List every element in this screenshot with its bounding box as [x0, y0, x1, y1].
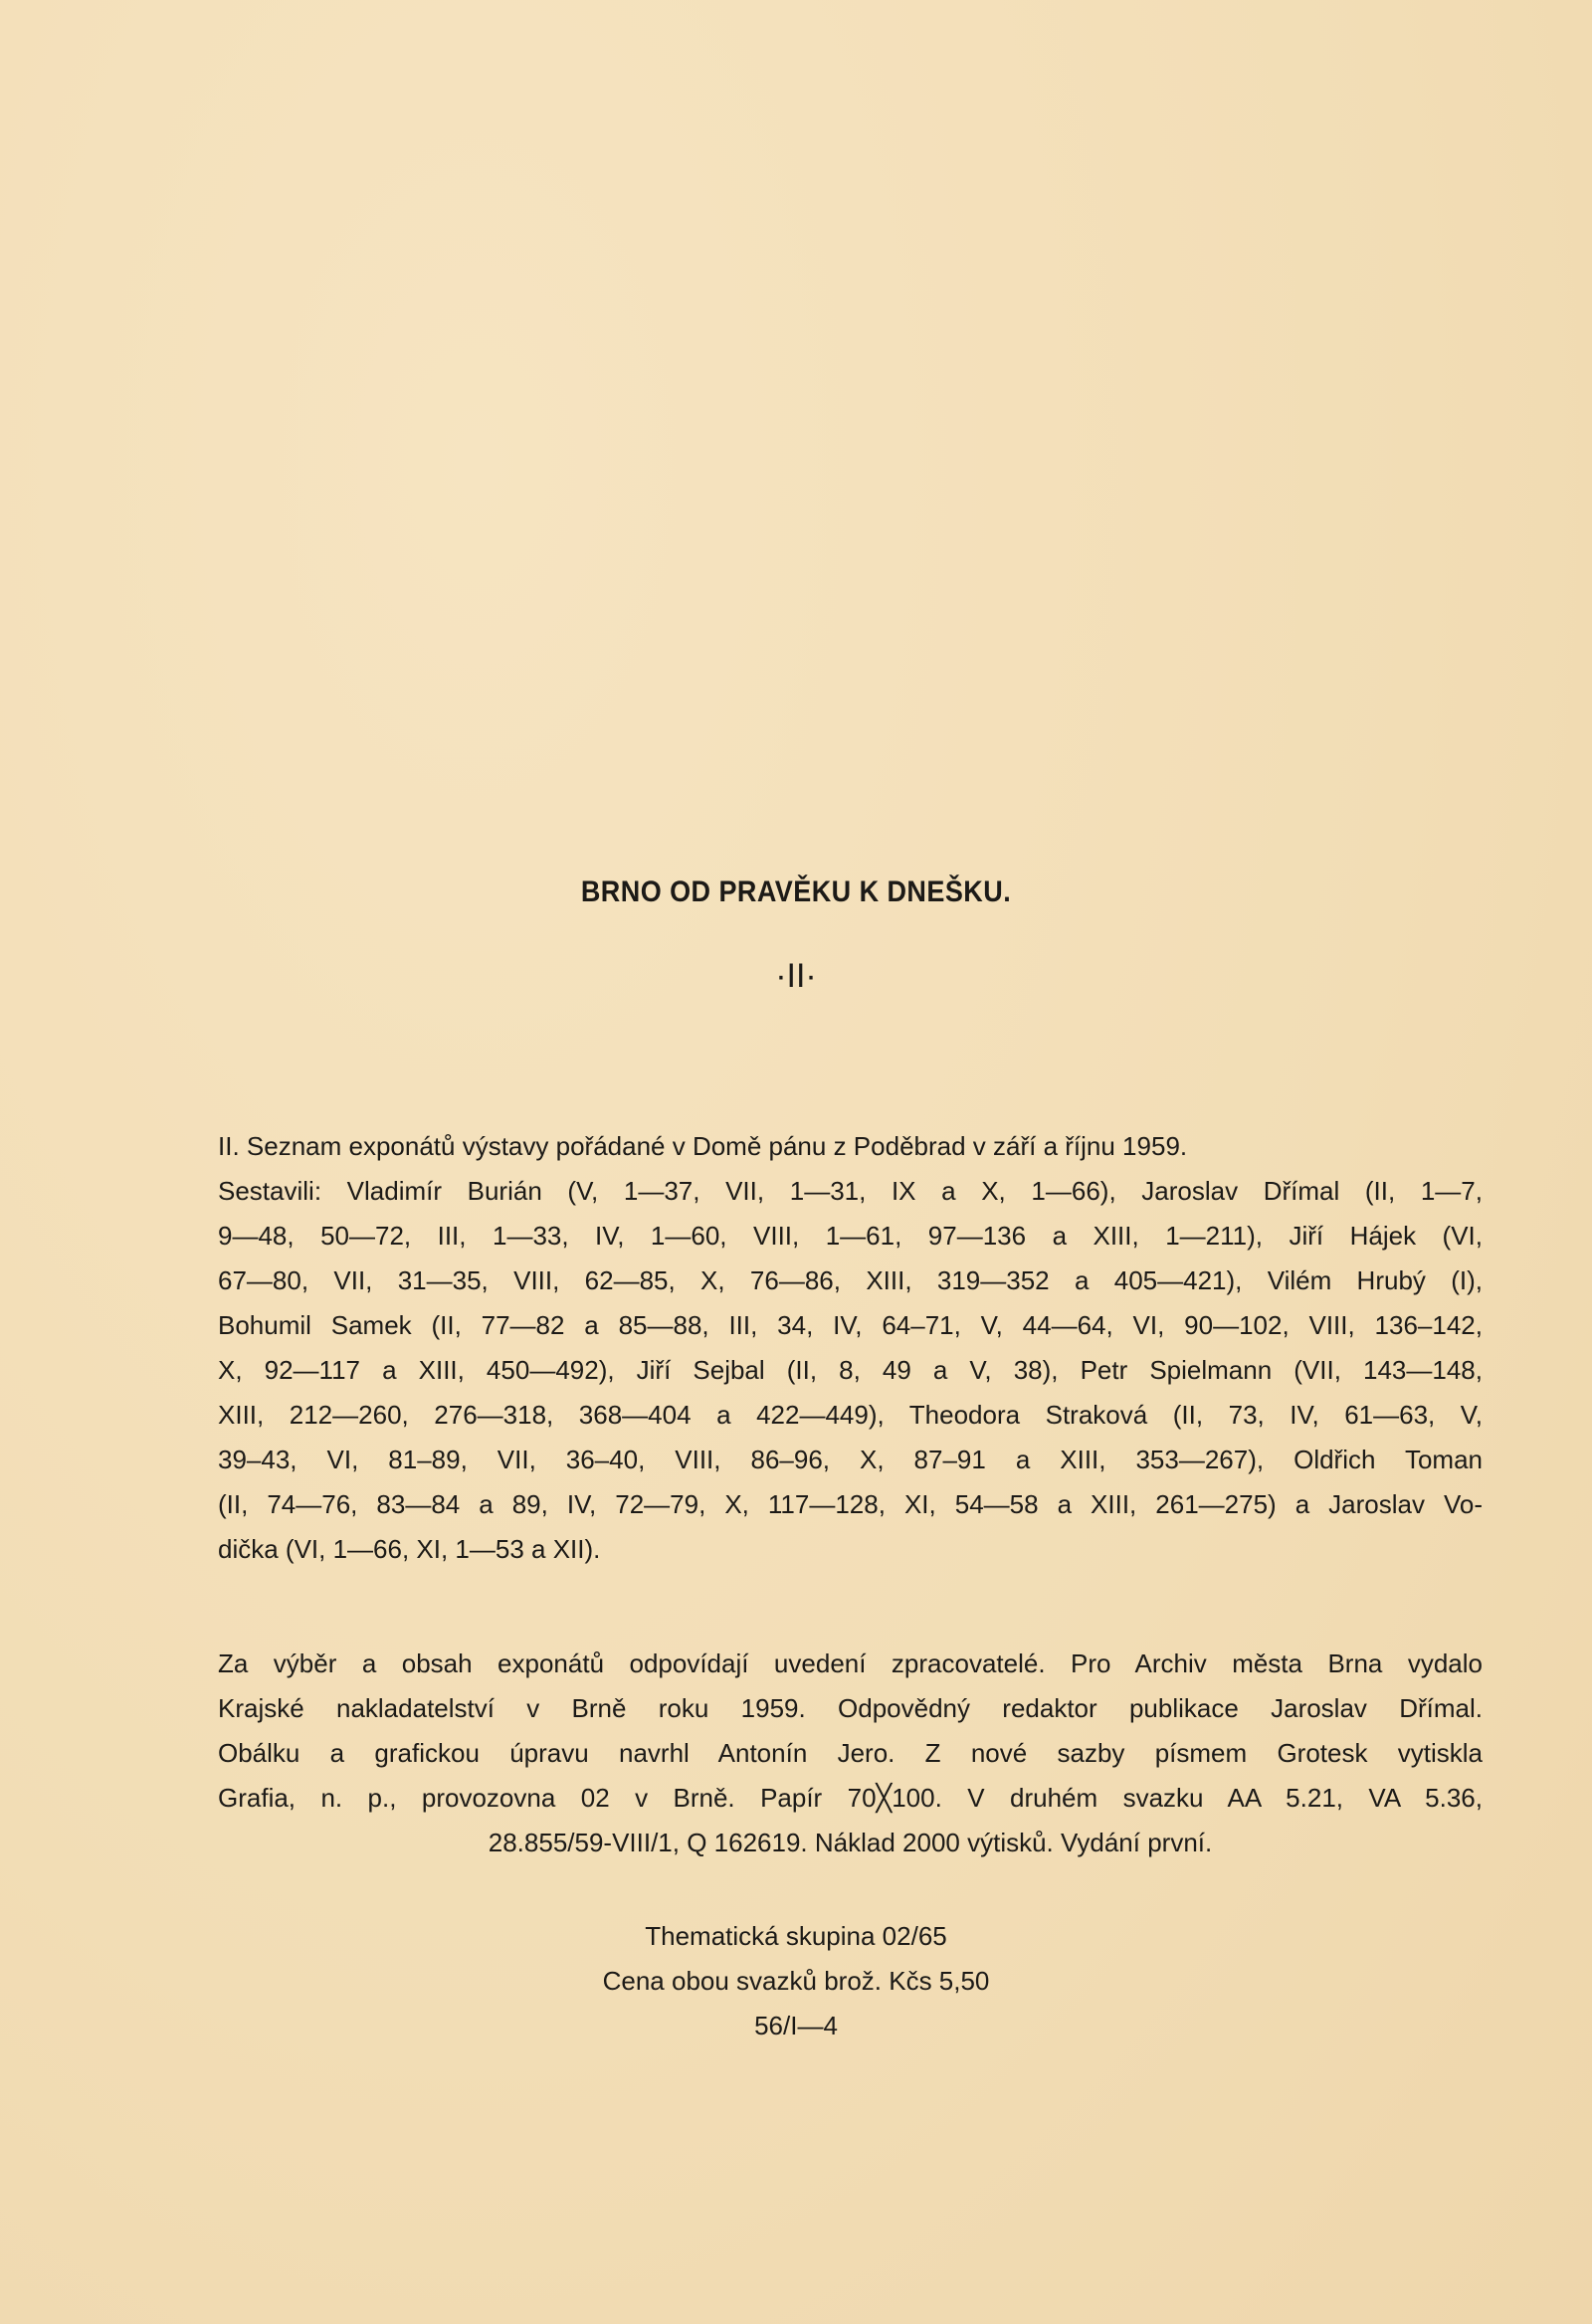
price: Cena obou svazků brož. Kčs 5,50 [602, 1966, 990, 1996]
contents-line: II. Seznam exponátů výstavy pořádané v Domě pánu z Poděbrad v září a říjnu 1959. [218, 1131, 1188, 1161]
contents-line: X, 92—117 a XIII, 450—492), Jiří Sejbal (II, 8, 49 a V, 38), Petr Spielmann (VII, 143—148, [218, 1355, 1483, 1385]
contents-line: (II, 74—76, 83—84 a 89, IV, 72—79, X, 117—128, XI, 54—58 a XIII, 261—275) a Jaroslav Vo- [218, 1489, 1483, 1519]
contents-line: Sestavili: Vladimír Burián (V, 1—37, VII, 1—31, IX a X, 1—66), Jaroslav Dřímal (II, 1—7, [218, 1176, 1483, 1206]
book-title: BRNO OD PRAVĚKU K DNEŠKU. [580, 875, 1012, 908]
colophon-paragraph [218, 1642, 1483, 1865]
thematic-group: Thematická skupina 02/65 [645, 1921, 947, 1951]
colophon-line: Krajské nakladatelství v Brně roku 1959. Odpovědný redaktor publikace Jaroslav Dřímal. [218, 1693, 1483, 1723]
volume-mark: ·II· [775, 957, 817, 995]
contents-line: 67—80, VII, 31—35, VIII, 62—85, X, 76—86, XIII, 319—352 a 405—421), Vilém Hrubý (I), [218, 1265, 1483, 1295]
colophon-line: Obálku a grafickou úpravu navrhl Antonín Jero. Z nové sazby písmem Grotesk vytiskla [218, 1738, 1483, 1768]
contents-line: 9—48, 50—72, III, 1—33, IV, 1—60, VIII, 1—61, 97—136 a XIII, 1—211), Jiří Hájek (VI, [218, 1221, 1483, 1251]
contents-line: 39–43, VI, 81–89, VII, 36–40, VIII, 86–96, X, 87–91 a XIII, 353—267), Oldřich Toman [218, 1445, 1483, 1474]
contents-line: Bohumil Samek (II, 77—82 a 85—88, III, 34, IV, 64–71, V, 44—64, VI, 90—102, VIII, 136–142, [218, 1310, 1483, 1340]
colophon-line: Za výběr a obsah exponátů odpovídají uvedení zpracovatelé. Pro Archiv města Brna vydalo [218, 1648, 1483, 1678]
colophon-line: Grafia, n. p., provozovna 02 v Brně. Papír 70╳100. V druhém svazku AA 5.21, VA 5.36, [218, 1783, 1483, 1813]
print-code: 56/I—4 [754, 2011, 838, 2040]
contents-paragraph [218, 1124, 1483, 1572]
imprint [0, 1914, 1592, 2048]
colophon-line: 28.855/59-VIII/1, Q 162619. Náklad 2000 výtisků. Vydání první. [488, 1828, 1213, 1857]
contents-line: XIII, 212—260, 276—318, 368—404 a 422—449), Theodora Straková (II, 73, IV, 61—63, V, [218, 1400, 1483, 1430]
contents-line: dička (VI, 1—66, XI, 1—53 a XII). [218, 1534, 601, 1564]
